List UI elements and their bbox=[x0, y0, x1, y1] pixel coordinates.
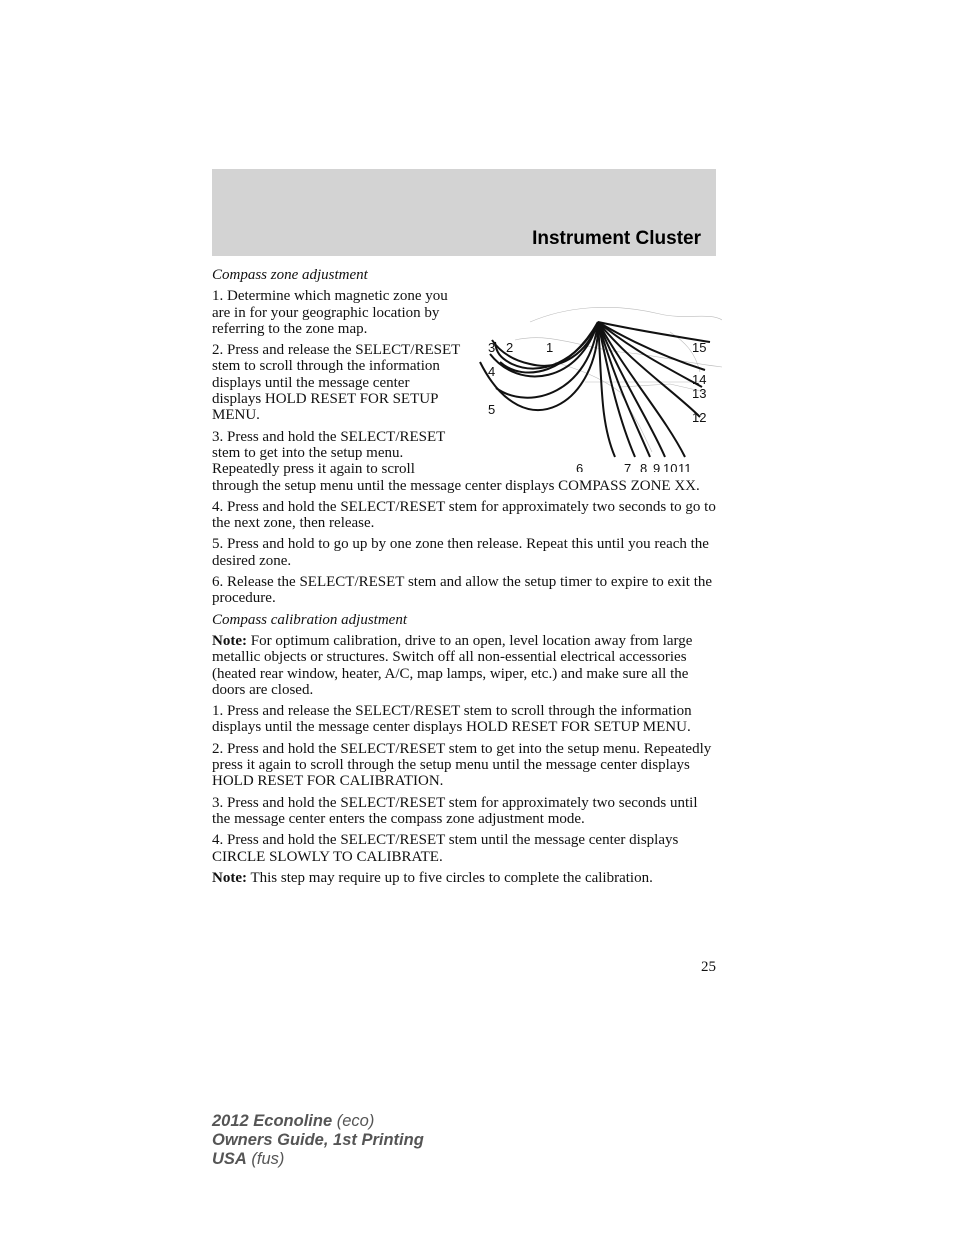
calibration-heading: Compass calibration adjustment bbox=[212, 611, 408, 628]
zone-label: 3 bbox=[488, 340, 496, 356]
footer-market: USA bbox=[212, 1150, 247, 1168]
footer-line bbox=[212, 1112, 424, 1131]
section-header-bar bbox=[212, 169, 716, 256]
zone-label: 14 bbox=[692, 372, 707, 388]
footer-model-code: (eco) bbox=[332, 1112, 375, 1130]
zone-label: 13 bbox=[692, 386, 707, 402]
zone-label: 9 bbox=[653, 461, 661, 473]
zone-step: 2. Press and release the SELECT/RESET stem to scroll through the information displays until the message center displays HOLD RESET FOR SETUP MENU. bbox=[212, 342, 461, 424]
zone-step: 3. Press and hold the SELECT/RESET stem to get into the setup menu. Repeatedly press it again to scroll through the setup menu until the message center displays COMPASS ZONE XX. bbox=[212, 428, 700, 494]
zone-step: 1. Determine which magnetic zone you are in for your geographic location by referring to the zone map. bbox=[212, 288, 448, 337]
page-number: 25 bbox=[701, 959, 716, 975]
zone-step: 5. Press and hold to go up by one zone then release. Repeat this until you reach the desired zone. bbox=[212, 536, 709, 569]
footer-printing: Owners Guide, 1st Printing bbox=[212, 1131, 424, 1149]
footer-market-code: (fus) bbox=[246, 1150, 285, 1168]
footer-line bbox=[212, 1150, 424, 1169]
zone-step: 4. Press and hold the SELECT/RESET stem for approximately two seconds to go to the next zone, then release. bbox=[212, 498, 716, 532]
zone-adjustment-heading: Compass zone adjustment bbox=[212, 267, 368, 283]
map-outline bbox=[515, 308, 722, 453]
note-text: For optimum calibration, drive to an open, level location away from large metallic objects or structures. Switch off all non-essential electrical accessories (heated rear window, heater, A/C, map lamps, wiper, etc.) and make sure all the doors are closed. bbox=[212, 632, 693, 698]
note-text: This step may require up to five circles to complete the calibration. bbox=[246, 869, 653, 886]
compass-zone-map bbox=[470, 292, 722, 472]
zone-label: 2 bbox=[506, 340, 514, 356]
zone-label: 11 bbox=[678, 461, 692, 473]
calibration-step: 4. Press and hold the SELECT/RESET stem until the message center displays CIRCLE SLOWLY TO CALIBRATE. bbox=[212, 832, 679, 865]
zone-label: 15 bbox=[692, 340, 707, 356]
zone-label: 7 bbox=[624, 461, 632, 473]
zone-label: 12 bbox=[692, 410, 707, 426]
calibration-note bbox=[212, 870, 716, 886]
zone-label: 10 bbox=[663, 461, 678, 473]
zone-step: 6. Release the SELECT/RESET stem and allow the setup timer to expire to exit the procedure. bbox=[212, 574, 713, 607]
calibration-step: 1. Press and release the SELECT/RESET stem to scroll through the information displays until the message center displays HOLD RESET FOR SETUP MENU. bbox=[212, 703, 692, 736]
zone-label: 4 bbox=[488, 364, 496, 380]
footer-model: 2012 Econoline bbox=[212, 1112, 333, 1130]
section-title: Instrument Cluster bbox=[532, 228, 701, 249]
document-footer bbox=[212, 1112, 424, 1169]
zone-label: 1 bbox=[546, 340, 554, 356]
zone-label: 8 bbox=[640, 461, 648, 473]
zone-label: 6 bbox=[576, 461, 584, 473]
calibration-note bbox=[212, 633, 716, 698]
note-label: Note: bbox=[212, 632, 247, 649]
calibration-step: 3. Press and hold the SELECT/RESET stem for approximately two seconds until the message center enters the compass zone adjustment mode. bbox=[212, 794, 698, 827]
zone-lines bbox=[480, 322, 710, 457]
calibration-step: 2. Press and hold the SELECT/RESET stem to get into the setup menu. Repeatedly press it again to scroll through the setup menu until the message center displays HOLD RESET FOR CALIBRATION. bbox=[212, 740, 712, 790]
page-content bbox=[212, 267, 716, 891]
zone-label: 5 bbox=[488, 402, 496, 418]
note-label: Note: bbox=[212, 869, 247, 886]
